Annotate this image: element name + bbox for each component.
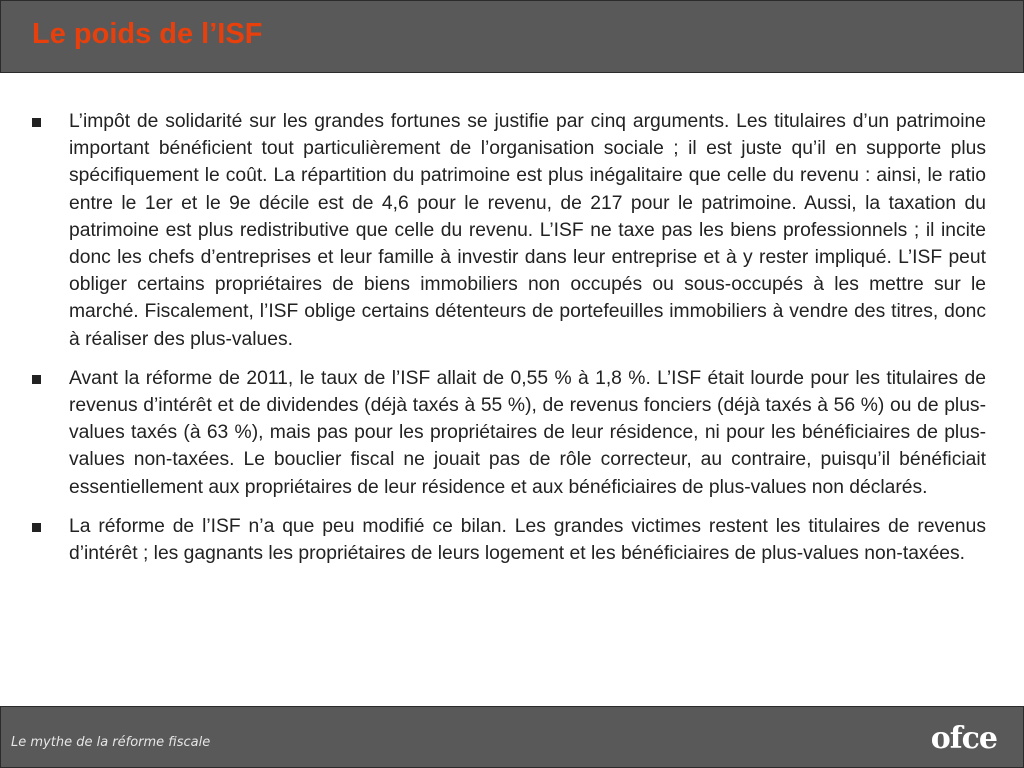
slide-content	[30, 108, 986, 579]
bullet-text: La réforme de l’ISF n’a que peu modifié ce bilan. Les grandes victimes restent les titulaires de revenus d’intérêt ; les gagnants les propriétaires de leurs logement et les bénéficiaires de plus-values non-taxées.	[69, 515, 986, 565]
slide-title: Le poids de l’ISF	[32, 18, 263, 50]
header-bar	[0, 0, 1024, 73]
ofce-logo: ofce	[930, 721, 997, 756]
square-bullet-icon	[32, 523, 41, 532]
bullet-text: L’impôt de solidarité sur les grandes fortunes se justifie par cinq arguments. Les titulaires d’un patrimoine important bénéficient tout particulièrement de l’organisation sociale ; il est juste qu’il en supporte plus spécifiquement le coût. La répartition du patrimoine est plus inégalitaire que celle du revenu : ainsi, le ratio entre le 1er et le 9e décile est de 4,6 pour le revenu, de 217 pour le patrimoine. Aussi, la taxation du patrimoine est plus redistributive que celle du revenu. L’ISF ne taxe pas les biens professionnels ; il incite donc les chefs d’entreprises et leur famille à investir dans leur entreprise et à y rester impliqué. L’ISF peut obliger certains propriétaires de biens immobiliers non occupés ou sous-occupés à les mettre sur le marché. Fiscalement, l’ISF oblige certains détenteurs de portefeuilles immobiliers à vendre des titres, donc à réaliser des plus-values.	[69, 111, 986, 350]
footer-caption: Le mythe de la réforme fiscale	[11, 735, 211, 750]
square-bullet-icon	[32, 118, 41, 127]
bullet-text: Avant la réforme de 2011, le taux de l’ISF allait de 0,55 % à 1,8 %. L’ISF était lourde pour les titulaires de revenus d’intérêt et de dividendes (déjà taxés à 55 %), de revenus fonciers (déjà taxés à 56 %) ou de plus-values taxés (à 63 %), mais pas pour les propriétaires de leur résidence, ni pour les bénéficiaires de plus-values non-taxées. Le bouclier fiscal ne jouait pas de rôle correcteur, au contraire, puisqu’il bénéficiait essentiellement aux propriétaires de leur résidence et aux bénéficiaires de plus-values non déclarés.	[69, 367, 986, 498]
bullet-item	[30, 108, 986, 353]
bullet-item	[30, 365, 986, 501]
square-bullet-icon	[32, 375, 41, 384]
bullet-item	[30, 513, 986, 567]
footer-bar	[0, 706, 1024, 768]
